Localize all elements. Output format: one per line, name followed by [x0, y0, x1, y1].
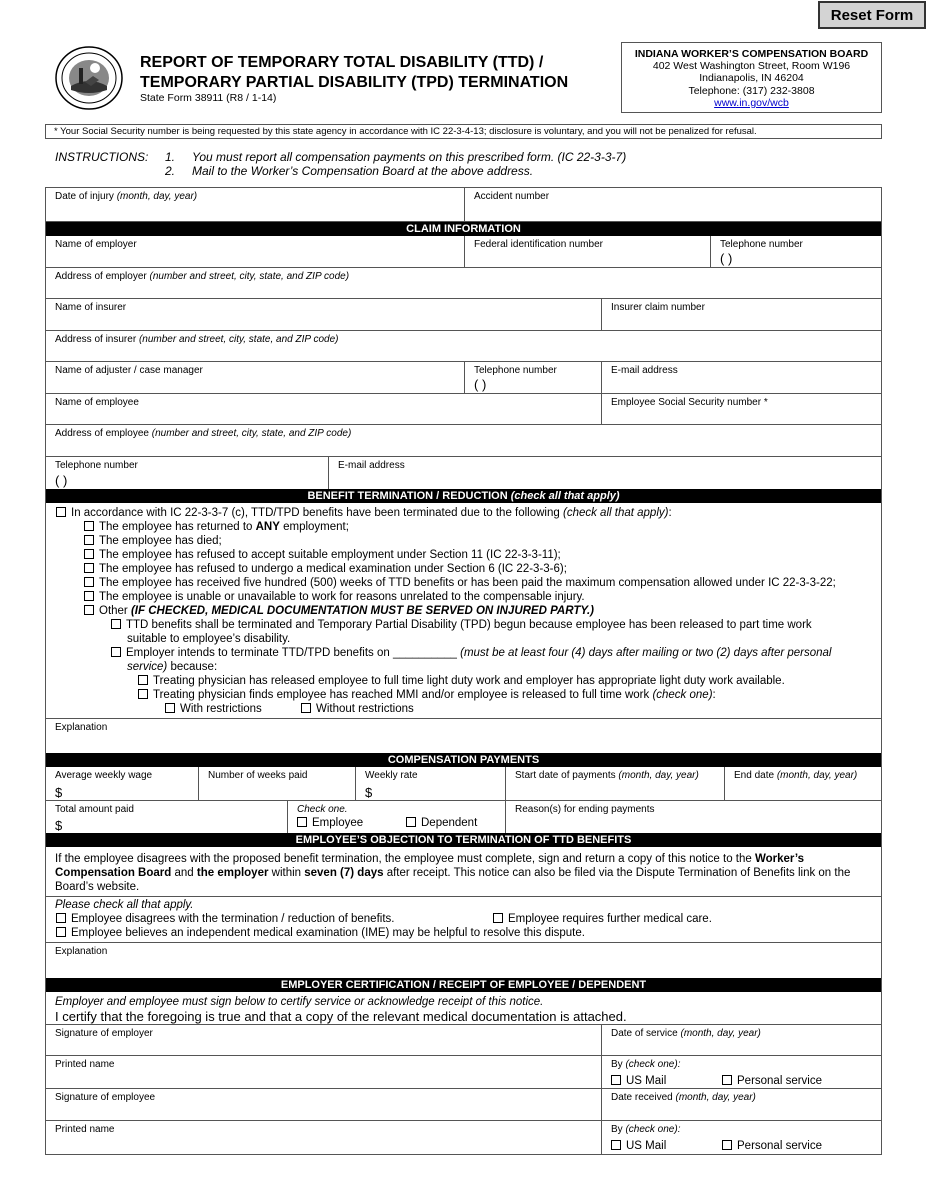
employee-contact-row: [46, 457, 881, 489]
objection-explanation-field[interactable]: [46, 942, 881, 978]
checkbox[interactable]: [138, 675, 148, 685]
light-duty-checkbox[interactable]: Treating physician has released employee to full time light duty work and employer has appropriate light duty work available.: [138, 675, 785, 688]
start-date-field[interactable]: [505, 767, 724, 800]
field-label: Insurer claim number: [611, 302, 705, 313]
employee-address-field[interactable]: [46, 425, 881, 456]
field-label: Date received (month, day, year): [611, 1092, 756, 1103]
other-checkbox[interactable]: Other (IF CHECKED, MEDICAL DOCUMENTATION MUST BE SERVED ON INJURED PARTY.): [84, 605, 594, 618]
checkbox[interactable]: [165, 703, 175, 713]
employer-address-field[interactable]: [46, 268, 881, 298]
field-label: Name of adjuster / case manager: [55, 365, 203, 376]
field-label: By (check one):: [611, 1124, 681, 1135]
receipt-method-field: [601, 1121, 881, 1154]
with-restrictions-checkbox[interactable]: With restrictions: [165, 703, 262, 716]
field-label: Signature of employer: [55, 1028, 153, 1039]
without-restrictions-checkbox[interactable]: Without restrictions: [301, 703, 414, 716]
ime-checkbox[interactable]: Employee believes an independent medical examination (IME) may be helpful to resolve this dispute.: [56, 927, 585, 940]
unable-to-work-checkbox[interactable]: The employee is unable or unavailable to work for reasons unrelated to the compensable injury.: [84, 591, 585, 604]
phone-area-code: ( ): [55, 473, 68, 488]
field-label: Address of employee (number and street, city, state, and ZIP code): [55, 428, 352, 439]
date-of-injury-field[interactable]: [46, 188, 464, 221]
insurer-address-field[interactable]: [46, 331, 881, 361]
us-mail-checkbox[interactable]: US Mail: [611, 1140, 666, 1153]
employee-checkbox[interactable]: Employee: [297, 817, 363, 830]
instructions-item-1: [55, 150, 627, 164]
field-label: Reason(s) for ending payments: [515, 804, 655, 815]
field-label: Signature of employee: [55, 1092, 156, 1103]
benefit-explanation-field[interactable]: [46, 718, 881, 752]
field-label: Address of employer (number and street, city, state, and ZIP code): [55, 271, 350, 282]
adjuster-email-field[interactable]: [601, 362, 881, 393]
intends-line2: service) because:: [127, 661, 218, 673]
phone-area-code: ( ): [474, 377, 487, 392]
checkbox[interactable]: [722, 1075, 732, 1085]
insurer-address-row: [46, 331, 881, 362]
field-label: Accident number: [474, 191, 550, 202]
employer-row: [46, 236, 881, 268]
dollar-sign: $: [365, 785, 373, 800]
adjuster-name-field[interactable]: [46, 362, 464, 393]
field-label: Printed name: [55, 1124, 115, 1135]
refused-employment-checkbox[interactable]: The employee has refused to accept suitable employment under Section 11 (IC 22-3-3-11);: [84, 549, 561, 562]
employer-intends-checkbox[interactable]: Employer intends to terminate TTD/TPD benefits on __________ (must be at least four (4) days after mailing or two (2) days after personal: [111, 647, 831, 660]
check-all-label: Please check all that apply.: [55, 899, 194, 911]
checkbox[interactable]: [56, 927, 66, 937]
dependent-checkbox[interactable]: Dependent: [406, 817, 477, 830]
claim-information-header: CLAIM INFORMATION: [46, 222, 881, 236]
personal-service-checkbox[interactable]: Personal service: [722, 1140, 822, 1153]
form-title: REPORT OF TEMPORARY TOTAL DISABILITY (TTD) / TEMPORARY PARTIAL DISABILITY (TPD) TERMINATION: [140, 54, 569, 91]
checkbox[interactable]: [56, 507, 66, 517]
certification-statement: I certify that the foregoing is true and that a copy of the relevant medical documentation is attached.: [55, 1009, 627, 1024]
benefit-termination-header: BENEFIT TERMINATION / REDUCTION (check all that apply): [46, 489, 881, 503]
board-street: 402 West Washington Street, Room W196: [652, 60, 851, 73]
field-label: Address of insurer (number and street, city, state, and ZIP code): [55, 334, 339, 345]
employee-email-field[interactable]: [328, 457, 881, 489]
dollar-sign: $: [55, 818, 63, 833]
instruction-number: 2.: [165, 164, 176, 178]
field-label: Federal identification number: [474, 239, 603, 250]
board-address-box: [621, 42, 882, 113]
mmi-checkbox[interactable]: Treating physician finds employee has reached MMI and/or employee is released to full time work (check one):: [138, 689, 716, 702]
field-label: Employee Social Security number *: [611, 397, 768, 408]
total-amount-paid-field[interactable]: [46, 801, 287, 833]
employer-address-row: [46, 268, 881, 299]
service-method-field: [601, 1056, 881, 1088]
checkbox[interactable]: [297, 817, 307, 827]
insurer-claim-number-field[interactable]: [601, 299, 881, 330]
checkbox[interactable]: [84, 605, 94, 615]
field-label: Average weekly wage: [55, 770, 153, 781]
checkbox[interactable]: [84, 577, 94, 587]
reset-form-button[interactable]: Reset Form: [818, 1, 926, 29]
employer-printed-row: [46, 1056, 881, 1089]
refused-exam-checkbox[interactable]: The employee has refused to undergo a medical examination under Section 6 (IC 22-3-3-6);: [84, 563, 567, 576]
reasons-ending-payments-field[interactable]: [505, 801, 881, 833]
checkbox[interactable]: [611, 1140, 621, 1150]
tpd-begun-checkbox[interactable]: TTD benefits shall be terminated and Temporary Partial Disability (TPD) begun because employee has been released to part time work: [111, 619, 812, 632]
compensation-row-2: [46, 801, 881, 833]
tpd-line2: suitable to employee’s disability.: [127, 633, 291, 645]
field-label: E-mail address: [611, 365, 678, 376]
employee-ssn-field[interactable]: [601, 394, 881, 424]
certification-instruction: Employer and employee must sign below to certify service or acknowledge receipt of this notice.: [55, 996, 544, 1008]
checkbox[interactable]: [493, 913, 503, 923]
field-label: Start date of payments (month, day, year): [515, 770, 699, 781]
instruction-number: 1.: [165, 150, 176, 164]
employee-died-checkbox[interactable]: The employee has died;: [84, 535, 222, 548]
returned-to-work-checkbox[interactable]: The employee has returned to ANY employment;: [84, 521, 349, 534]
employer-signature-field[interactable]: [46, 1025, 601, 1055]
employee-telephone-field[interactable]: [46, 457, 328, 489]
employer-telephone-field[interactable]: [710, 236, 881, 267]
instruction-text: Mail to the Worker’s Compensation Board at the above address.: [192, 164, 534, 178]
employee-printed-row: [46, 1121, 881, 1154]
payee-type-field: [287, 801, 505, 833]
field-label: E-mail address: [338, 460, 405, 471]
field-label: Printed name: [55, 1059, 115, 1070]
phone-area-code: ( ): [720, 251, 733, 266]
dollar-sign: $: [55, 785, 63, 800]
employer-certification-header: EMPLOYER CERTIFICATION / RECEIPT OF EMPLOYEE / DEPENDENT: [46, 978, 881, 992]
adjuster-telephone-field[interactable]: [464, 362, 601, 393]
field-label: By (check one):: [611, 1059, 681, 1070]
report-form: [45, 187, 882, 1155]
employee-row: [46, 394, 881, 425]
field-label: Name of employer: [55, 239, 137, 250]
indiana-state-seal-icon: [55, 46, 123, 110]
checkbox[interactable]: [84, 563, 94, 573]
insurer-name-field[interactable]: [46, 299, 601, 330]
field-label: Explanation: [55, 946, 108, 957]
checkbox[interactable]: [722, 1140, 732, 1150]
terminated-checkbox[interactable]: In accordance with IC 22-3-3-7 (c), TTD/TPD benefits have been terminated due to the following (check all that apply):: [56, 507, 672, 520]
checkbox[interactable]: [84, 591, 94, 601]
field-label: Telephone number: [55, 460, 138, 471]
field-label: Number of weeks paid: [208, 770, 308, 781]
form-number: State Form 38911 (R8 / 1-14): [140, 92, 277, 104]
checkbox[interactable]: [84, 535, 94, 545]
disagrees-checkbox[interactable]: Employee disagrees with the termination / reduction of benefits.: [56, 913, 394, 926]
board-city: Indianapolis, IN 46204: [699, 72, 804, 85]
employer-signature-row: [46, 1024, 881, 1056]
adjuster-row: [46, 362, 881, 394]
employer-printed-name-field[interactable]: [46, 1056, 601, 1088]
checkbox[interactable]: [111, 619, 121, 629]
employee-printed-name-field[interactable]: [46, 1121, 601, 1154]
insurer-row: [46, 299, 881, 331]
field-label: Total amount paid: [55, 804, 134, 815]
employer-name-field[interactable]: [46, 236, 464, 267]
employee-signature-field[interactable]: [46, 1089, 601, 1120]
date-received-field[interactable]: [601, 1089, 881, 1120]
field-label: Name of insurer: [55, 302, 127, 313]
checkbox[interactable]: [301, 703, 311, 713]
field-label: End date (month, day, year): [734, 770, 858, 781]
field-label: Telephone number: [720, 239, 803, 250]
field-label: Weekly rate: [365, 770, 418, 781]
federal-id-field[interactable]: [464, 236, 710, 267]
checkbox[interactable]: [406, 817, 416, 827]
ssn-notice: * Your Social Security number is being requested by this state agency in accordance with IC 22-3-4-13; disclosure is voluntary, and you will not be penalized for refusal.: [45, 124, 882, 139]
divider: [46, 896, 881, 897]
personal-service-checkbox[interactable]: Personal service: [722, 1075, 822, 1088]
checkbox[interactable]: [111, 647, 121, 657]
employee-objection-header: EMPLOYEE’S OBJECTION TO TERMINATION OF TTD BENEFITS: [46, 833, 881, 847]
injury-row: [46, 188, 881, 222]
checkbox[interactable]: [84, 521, 94, 531]
checkbox[interactable]: [56, 913, 66, 923]
weeks-paid-field[interactable]: [198, 767, 355, 800]
employee-address-row: [46, 425, 881, 457]
accident-number-field[interactable]: [464, 188, 881, 221]
compensation-row-1: [46, 767, 881, 801]
field-label: Check one.: [297, 804, 348, 815]
checkbox[interactable]: [138, 689, 148, 699]
end-date-field[interactable]: [724, 767, 881, 800]
further-care-checkbox[interactable]: Employee requires further medical care.: [493, 913, 712, 926]
field-label: Explanation: [55, 722, 108, 733]
checkbox[interactable]: [611, 1075, 621, 1085]
instructions-label: INSTRUCTIONS:: [55, 150, 149, 164]
field-label: Name of employee: [55, 397, 139, 408]
date-of-service-field[interactable]: [601, 1025, 881, 1055]
us-mail-checkbox[interactable]: US Mail: [611, 1075, 666, 1088]
board-website-link[interactable]: www.in.gov/wcb: [714, 96, 789, 109]
board-name: INDIANA WORKER’S COMPENSATION BOARD: [634, 48, 869, 60]
employee-signature-row: [46, 1089, 881, 1121]
instruction-text: You must report all compensation payments on this prescribed form. (IC 22-3-3-7): [192, 150, 627, 164]
compensation-payments-header: COMPENSATION PAYMENTS: [46, 753, 881, 767]
employee-name-field[interactable]: [46, 394, 601, 424]
field-label: Date of service (month, day, year): [611, 1028, 761, 1039]
board-phone: Telephone: (317) 232-3808: [688, 84, 815, 97]
field-label: Telephone number: [474, 365, 557, 376]
field-label: Date of injury (month, day, year): [55, 191, 198, 202]
five-hundred-weeks-checkbox[interactable]: The employee has received five hundred (500) weeks of TTD benefits or has been paid the maximum compensation allowed under IC 22-3-3-22;: [84, 577, 836, 590]
average-weekly-wage-field[interactable]: [46, 767, 198, 800]
objection-paragraph: If the employee disagrees with the proposed benefit termination, the employee must complete, sign and return a copy of this notice to the Worker’s Compensation Board and the employer within seven (7) days after receipt. This notice can also be filed via the Dispute Termination of Benefits link on the Board’s website.: [55, 853, 851, 893]
checkbox[interactable]: [84, 549, 94, 559]
weekly-rate-field[interactable]: [355, 767, 505, 800]
